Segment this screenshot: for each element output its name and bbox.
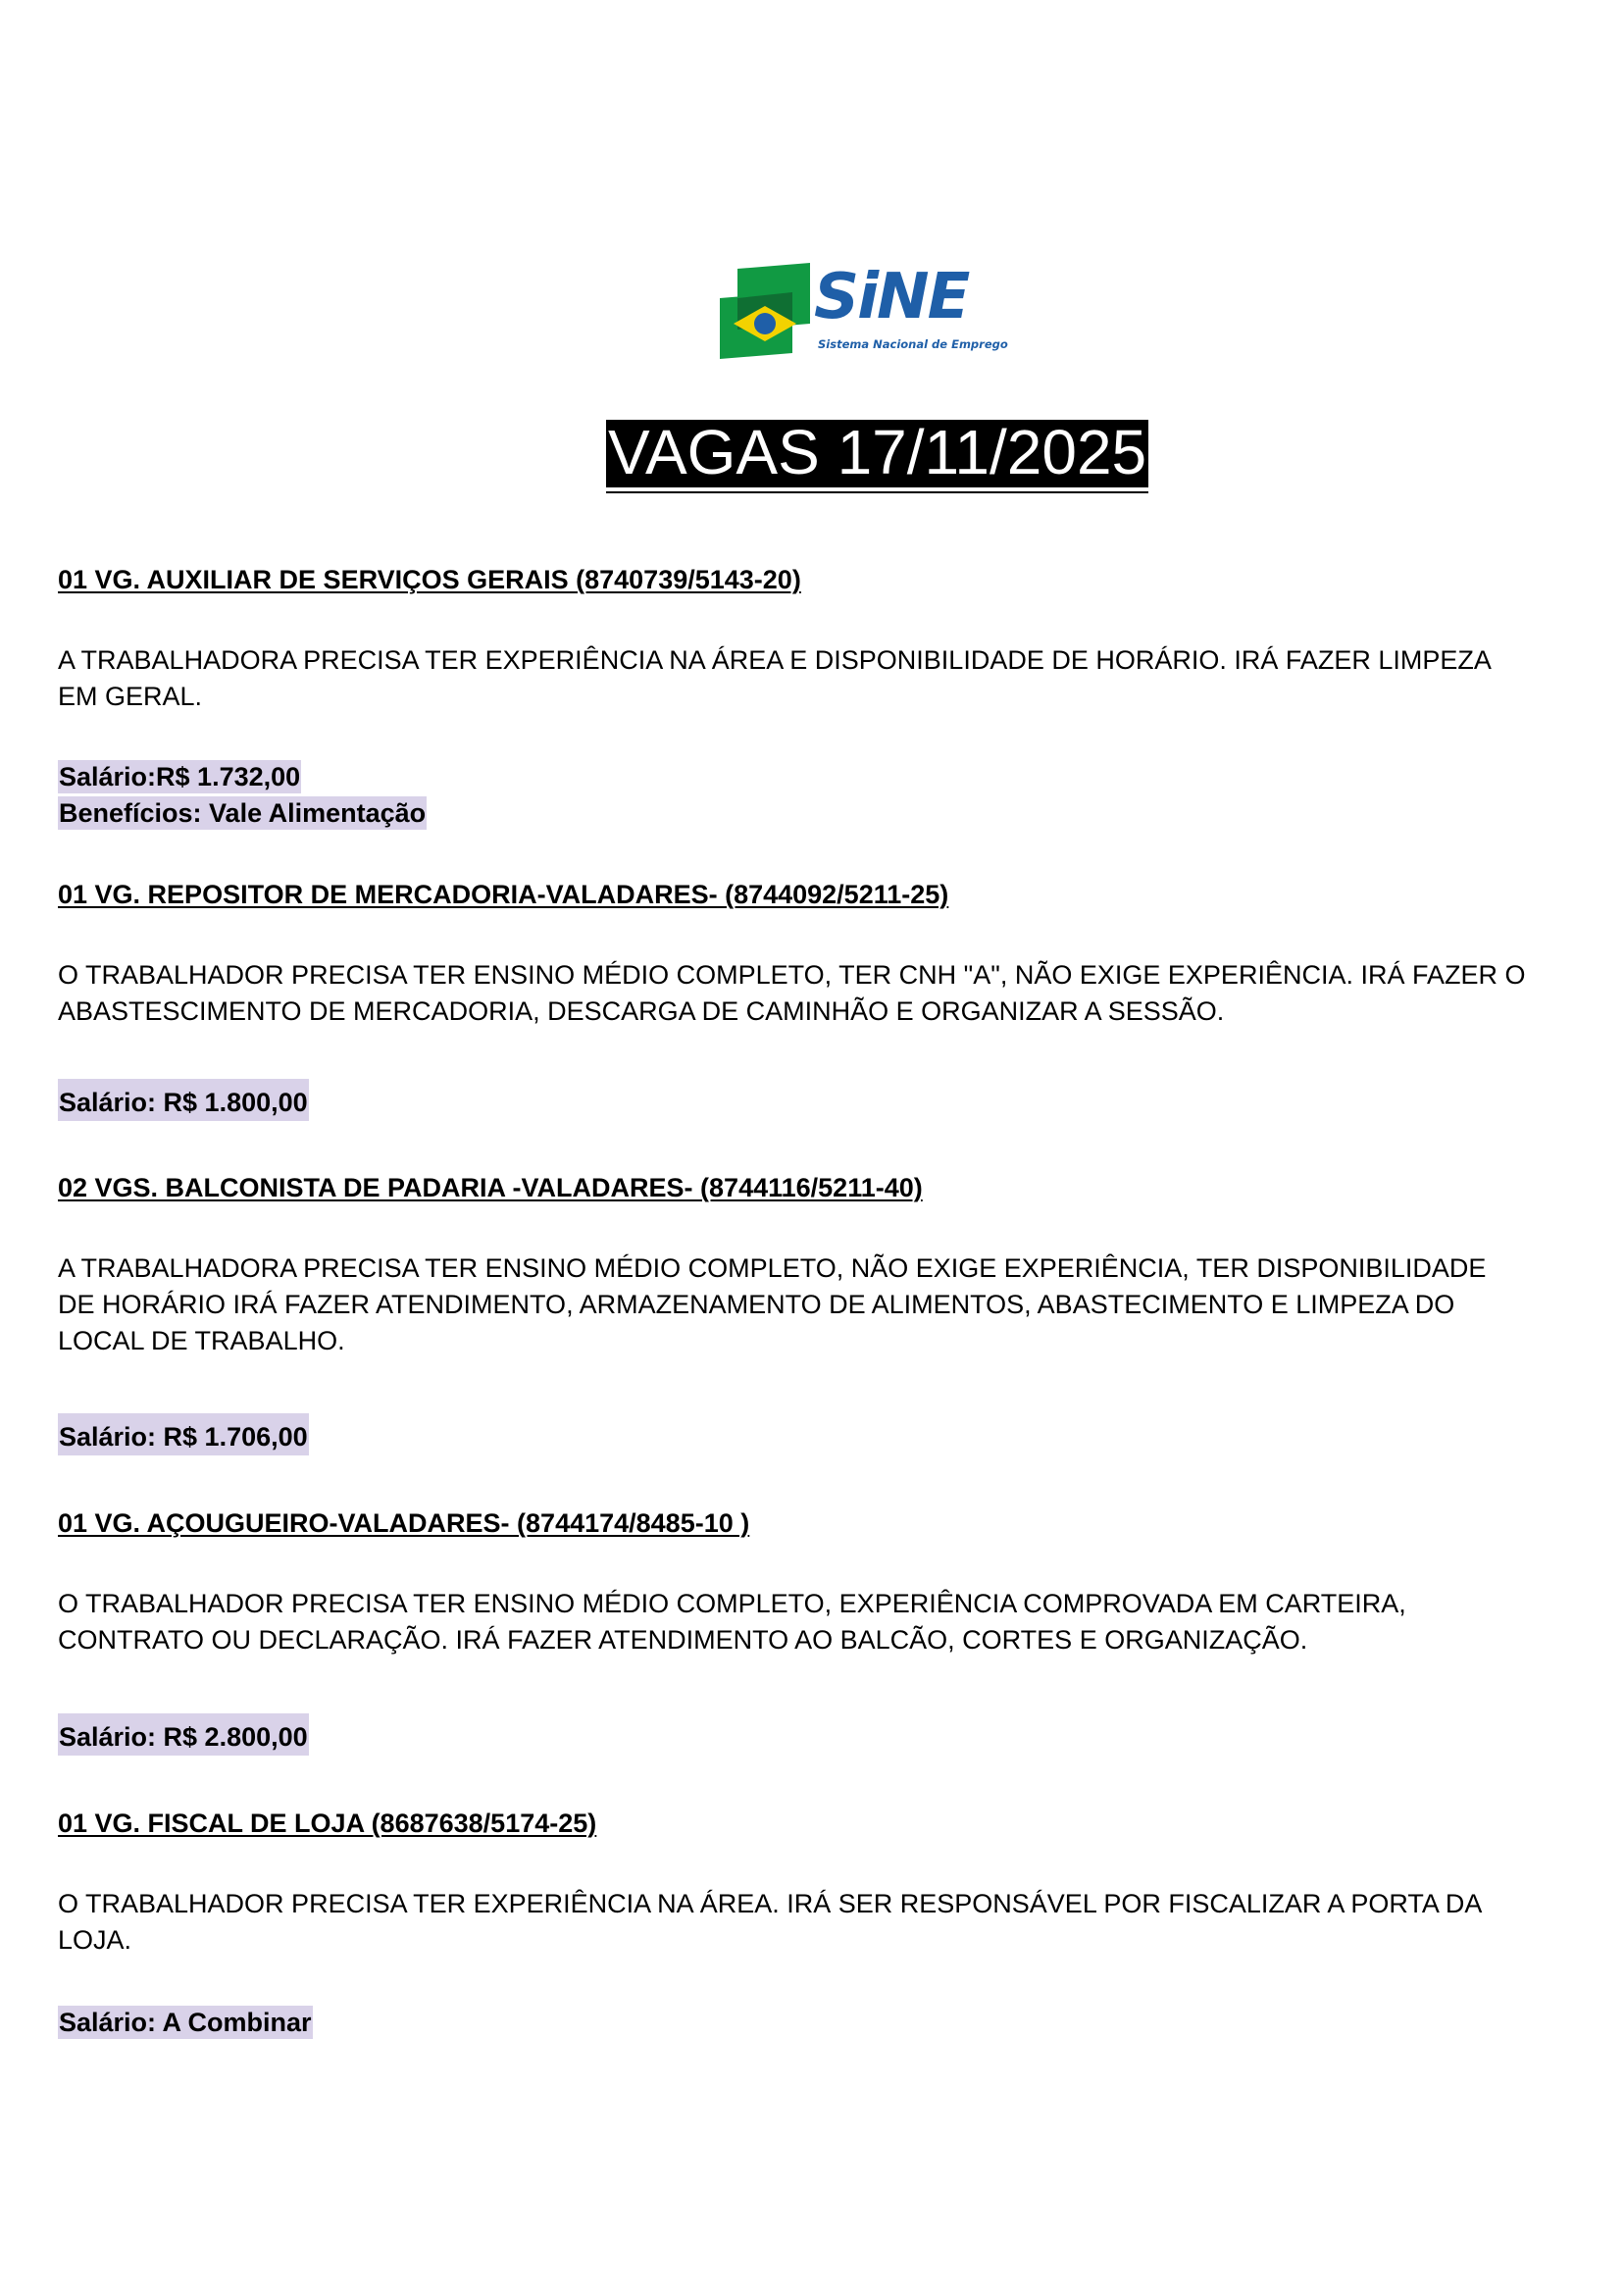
logo-subtitle: Sistema Nacional de Emprego <box>818 337 1008 351</box>
job-benefits: Benefícios: Vale Alimentação <box>59 798 427 828</box>
job-description: A TRABALHADORA PRECISA TER EXPERIÊNCIA NA ÁREA E DISPONIBILIDADE DE HORÁRIO. IRÁ FAZER LIMPEZA EM GERAL. <box>58 645 1491 711</box>
job-salary: Salário: R$ 1.706,00 <box>58 1413 309 1455</box>
job-salary: Salário:R$ 1.732,00 <box>59 762 301 791</box>
job-description: O TRABALHADOR PRECISA TER EXPERIÊNCIA NA ÁREA. IRÁ SER RESPONSÁVEL POR FISCALIZAR A PORTA DA LOJA. <box>58 1889 1481 1955</box>
job-salary: Salário: R$ 2.800,00 <box>58 1713 309 1756</box>
sine-flag-icon <box>720 263 810 359</box>
job-heading: 01 VG. FISCAL DE LOJA (8687638/5174-25) <box>58 1809 597 1838</box>
job-salary: Salário: R$ 1.800,00 <box>58 1079 309 1121</box>
job-salary: Salário: A Combinar <box>59 2008 312 2037</box>
job-heading: 02 VGS. BALCONISTA DE PADARIA -VALADARES- (8744116/5211-40) <box>58 1173 923 1202</box>
job-heading: 01 VG. AUXILIAR DE SERVIÇOS GERAIS (8740739/5143-20) <box>58 565 801 594</box>
job-description: A TRABALHADORA PRECISA TER ENSINO MÉDIO COMPLETO, NÃO EXIGE EXPERIÊNCIA, TER DISPONIBILIDADE DE HORÁRIO IRÁ FAZER ATENDIMENTO, ARMAZENAMENTO DE ALIMENTOS, ABASTECIMENTO E LIMPEZA DO LOCAL DE TRABALHO. <box>58 1253 1487 1355</box>
page-title: VAGAS 17/11/2025 <box>608 417 1147 487</box>
logo-wordmark: SiNE <box>814 261 969 333</box>
job-heading: 01 VG. REPOSITOR DE MERCADORIA-VALADARES- (8744092/5211-25) <box>58 880 949 909</box>
sine-logo <box>720 261 1008 359</box>
job-description: O TRABALHADOR PRECISA TER ENSINO MÉDIO COMPLETO, EXPERIÊNCIA COMPROVADA EM CARTEIRA, CONTRATO OU DECLARAÇÃO. IRÁ FAZER ATENDIMENTO AO BALCÃO, CORTES E ORGANIZAÇÃO. <box>58 1589 1406 1655</box>
job-description: O TRABALHADOR PRECISA TER ENSINO MÉDIO COMPLETO, TER CNH "A", NÃO EXIGE EXPERIÊNCIA. IRÁ FAZER O ABASTESCIMENTO DE MERCADORIA, DESCARGA DE CAMINHÃO E ORGANIZAR A SESSÃO. <box>58 960 1526 1026</box>
job-heading: 01 VG. AÇOUGUEIRO-VALADARES- (8744174/8485-10 ) <box>58 1508 750 1538</box>
